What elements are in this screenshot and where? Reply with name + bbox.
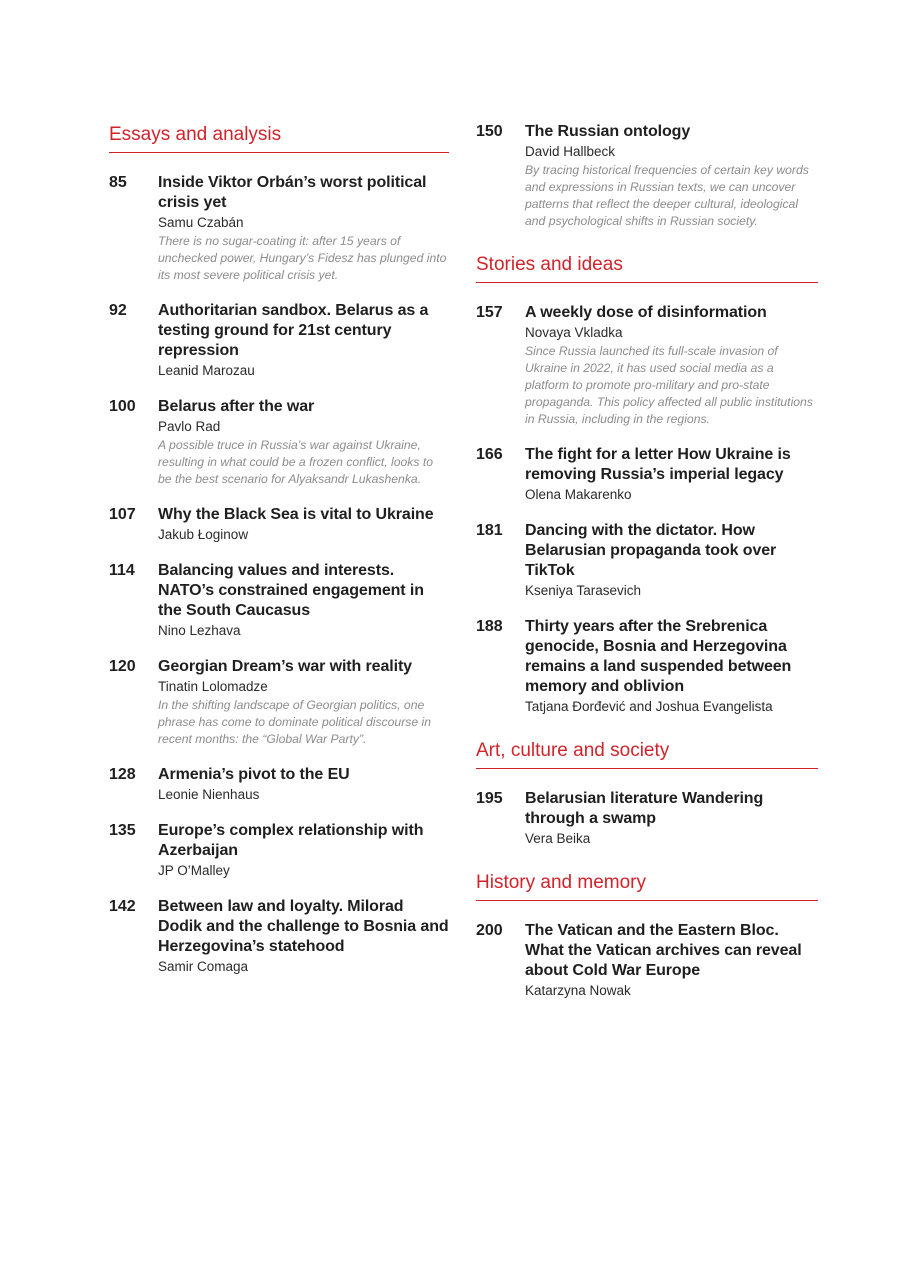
entry-page-number: 114	[109, 562, 135, 579]
entry-body	[158, 505, 449, 544]
entry-title: Belarus after the war	[158, 398, 315, 415]
entry-page-number: 92	[109, 302, 127, 319]
entry-author: JP O’Malley	[158, 863, 230, 878]
entry-page-number: 157	[476, 304, 503, 321]
entry-author: Katarzyna Nowak	[525, 983, 631, 998]
entry-body	[158, 397, 449, 488]
toc-entry[interactable]	[476, 617, 818, 716]
section-title: Essays and analysis	[109, 122, 449, 153]
toc-entry[interactable]	[109, 897, 449, 976]
entry-body	[158, 821, 449, 880]
entry-body	[525, 122, 818, 230]
entry-author: Leonie Nienhaus	[158, 787, 260, 802]
toc-entry[interactable]	[476, 521, 818, 600]
entry-title: Armenia’s pivot to the EU	[158, 766, 350, 783]
entry-page-number: 120	[109, 658, 136, 675]
entry-page-number: 107	[109, 506, 136, 523]
entry-body	[158, 561, 449, 640]
entry-description: Since Russia launched its full-scale invasion of Ukraine in 2022, it has used social media as a platform to promote pro-military and pro-state propaganda. This policy affected all public institutions in Russia, including in the regions.	[525, 344, 813, 426]
entry-body	[525, 789, 818, 848]
entry-description: By tracing historical frequencies of certain key words and expressions in Russian texts, we can uncover patterns that reflect the deeper cultural, ideological and psychological shifts in Russian society.	[525, 163, 809, 228]
entry-author: Kseniya Tarasevich	[525, 583, 642, 598]
entry-body	[525, 921, 818, 1000]
entry-page-number: 128	[109, 766, 136, 783]
toc-entry[interactable]	[476, 122, 818, 230]
toc-entry[interactable]	[476, 789, 818, 848]
toc-entry[interactable]	[109, 173, 449, 284]
toc-section	[109, 122, 449, 976]
toc-right-column	[476, 122, 818, 1022]
toc-entry[interactable]	[109, 397, 449, 488]
section-header	[476, 252, 818, 283]
entry-author: Jakub Łoginow	[158, 527, 249, 542]
entry-page-number: 181	[476, 522, 503, 539]
entry-body	[158, 173, 449, 284]
entry-author: David Hallbeck	[525, 144, 616, 159]
entry-author: Tatjana Đorđević and Joshua Evangelista	[525, 699, 773, 714]
toc-section	[476, 252, 818, 716]
toc-entry[interactable]	[109, 561, 449, 640]
toc-lead-entries	[476, 122, 818, 230]
entry-title: The Vatican and the Eastern Bloc. What the Vatican archives can reveal about Cold War Europe	[525, 922, 802, 979]
entry-author: Olena Makarenko	[525, 487, 632, 502]
entry-body	[158, 897, 449, 976]
entry-page-number: 142	[109, 898, 136, 915]
entry-title: Inside Viktor Orbán’s worst political crisis yet	[158, 174, 427, 211]
entry-page-number: 195	[476, 790, 503, 807]
toc-section	[476, 738, 818, 848]
entry-author: Leanid Marozau	[158, 363, 255, 378]
entry-author: Novaya Vkladka	[525, 325, 623, 340]
entry-page-number: 200	[476, 922, 503, 939]
entry-page-number: 100	[109, 398, 136, 415]
toc-entry[interactable]	[109, 821, 449, 880]
entry-title: A weekly dose of disinformation	[525, 304, 767, 321]
section-title: Art, culture and society	[476, 738, 818, 769]
toc-entry[interactable]	[109, 657, 449, 748]
entry-page-number: 166	[476, 446, 503, 463]
entry-author: Samu Czabán	[158, 215, 244, 230]
entry-description: A possible truce in Russia’s war against Ukraine, resulting in what could be a frozen conflict, looks to be the best scenario for Alyaksandr Lukashenka.	[158, 438, 434, 486]
entry-body	[158, 301, 449, 380]
entry-author: Samir Comaga	[158, 959, 249, 974]
entry-author: Vera Beika	[525, 831, 591, 846]
entry-title: Balancing values and interests. NATO’s constrained engagement in the South Caucasus	[158, 562, 424, 619]
entry-title: The fight for a letter How Ukraine is removing Russia’s imperial legacy	[525, 446, 791, 483]
entry-title: Authoritarian sandbox. Belarus as a testing ground for 21st century repression	[158, 302, 429, 359]
entry-body	[525, 445, 818, 504]
section-title: Stories and ideas	[476, 252, 818, 283]
entry-author: Pavlo Rad	[158, 419, 221, 434]
entry-page-number: 135	[109, 822, 136, 839]
section-header	[476, 738, 818, 769]
toc-section	[476, 870, 818, 1000]
toc-entry[interactable]	[109, 765, 449, 804]
section-header	[109, 122, 449, 153]
toc-entry[interactable]	[476, 921, 818, 1000]
entry-description: There is no sugar-coating it: after 15 years of unchecked power, Hungary’s Fidesz has plunged into its most severe political crisis yet.	[158, 234, 447, 282]
section-title: History and memory	[476, 870, 818, 901]
toc-entry[interactable]	[109, 505, 449, 544]
entry-title: Belarusian literature Wandering through a swamp	[525, 790, 764, 827]
entry-body	[525, 303, 818, 428]
toc-entry[interactable]	[476, 303, 818, 428]
entry-title: The Russian ontology	[525, 123, 691, 140]
entry-page-number: 150	[476, 123, 503, 140]
entry-page-number: 85	[109, 174, 127, 191]
toc-entry[interactable]	[476, 445, 818, 504]
entry-title: Dancing with the dictator. How Belarusian propaganda took over TikTok	[525, 522, 777, 579]
entry-title: Georgian Dream’s war with reality	[158, 658, 412, 675]
entry-author: Tinatin Lolomadze	[158, 679, 268, 694]
entry-author: Nino Lezhava	[158, 623, 241, 638]
entry-title: Europe’s complex relationship with Azerbaijan	[158, 822, 424, 859]
entry-body	[158, 657, 449, 748]
entry-body	[525, 521, 818, 600]
toc-entry[interactable]	[109, 301, 449, 380]
toc-left-column	[109, 122, 449, 998]
entry-title: Between law and loyalty. Milorad Dodik and the challenge to Bosnia and Herzegovina’s statehood	[158, 898, 449, 955]
entry-title: Thirty years after the Srebrenica genocide, Bosnia and Herzegovina remains a land suspended between memory and oblivion	[525, 618, 792, 695]
entry-title: Why the Black Sea is vital to Ukraine	[158, 506, 434, 523]
section-header	[476, 870, 818, 901]
entry-body	[158, 765, 449, 804]
entry-body	[525, 617, 818, 716]
entry-description: In the shifting landscape of Georgian politics, one phrase has come to dominate political discourse in recent months: the “Global War Party”.	[158, 698, 432, 746]
entry-page-number: 188	[476, 618, 503, 635]
